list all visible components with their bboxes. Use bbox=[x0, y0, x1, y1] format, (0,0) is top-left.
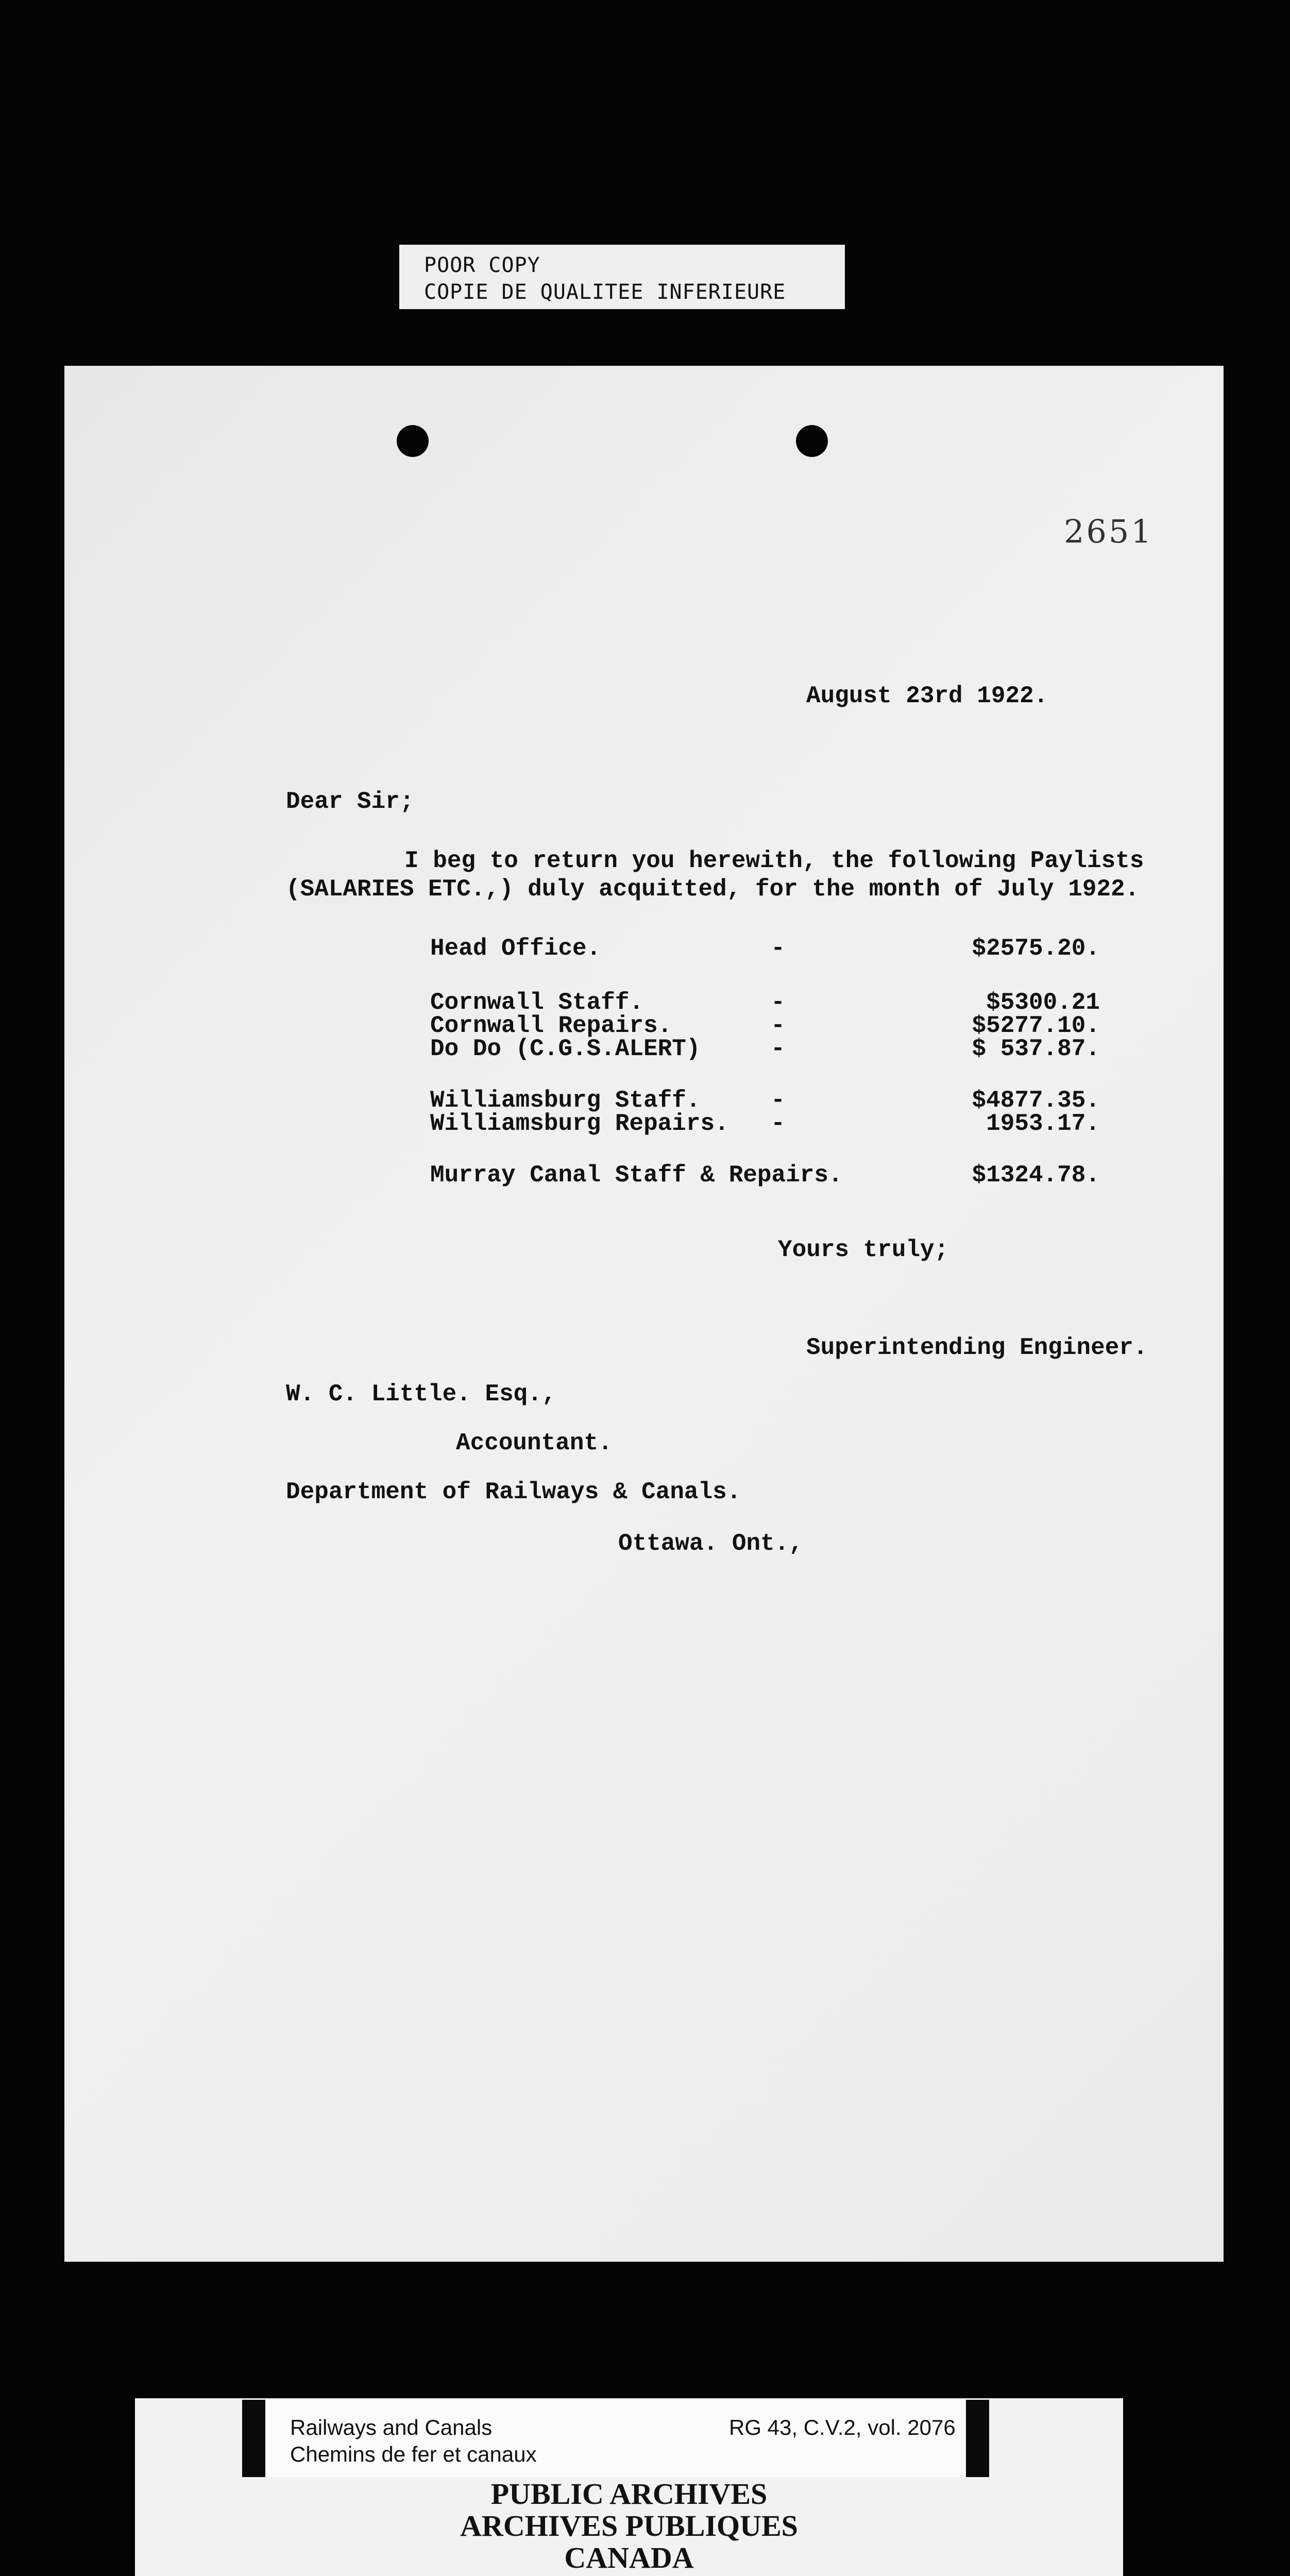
paylist-amount: $2575.20. bbox=[972, 935, 1100, 962]
punch-hole-left bbox=[397, 425, 429, 457]
archive-name-en: PUBLIC ARCHIVES bbox=[490, 2477, 768, 2511]
paylist-amount: $5300.21 bbox=[986, 989, 1100, 1016]
paylist-label: Do Do (C.G.S.ALERT) bbox=[430, 1036, 701, 1062]
salutation: Dear Sir; bbox=[286, 788, 414, 815]
paylist-label: Williamsburg Repairs. bbox=[430, 1110, 729, 1137]
paylist-dash: - bbox=[771, 1087, 785, 1114]
paylist-amount: $4877.35. bbox=[972, 1087, 1100, 1114]
punch-hole-right bbox=[796, 425, 828, 457]
archive-name bbox=[135, 2478, 1123, 2574]
paylist-amount: 1953.17. bbox=[986, 1110, 1100, 1137]
paylist-label: Cornwall Staff. bbox=[430, 989, 644, 1016]
addressee-name: W. C. Little. Esq., bbox=[286, 1381, 556, 1408]
letter-page bbox=[64, 366, 1224, 2262]
addressee-department: Department of Railways & Canals. bbox=[286, 1479, 741, 1505]
poor-copy-line-en: POOR COPY bbox=[424, 253, 540, 277]
body-line-1: I beg to return you herewith, the following Paylists bbox=[404, 848, 1144, 874]
folio-number: 2651 bbox=[1064, 513, 1153, 550]
paylist-dash: - bbox=[771, 1110, 785, 1137]
body-line-2: (SALARIES ETC.,) duly acquitted, for the month of July 1922. bbox=[286, 876, 1140, 903]
paylist-label: Murray Canal Staff & Repairs. bbox=[430, 1162, 843, 1189]
paylist-amount: $1324.78. bbox=[972, 1162, 1100, 1189]
paylist-dash: - bbox=[771, 935, 785, 962]
poor-copy-stamp bbox=[399, 245, 845, 309]
letter-date: August 23rd 1922. bbox=[806, 683, 1048, 709]
reference-number: RG 43, C.V.2, vol. 2076 bbox=[729, 2415, 956, 2439]
fonds-name bbox=[290, 2414, 537, 2468]
paylist-label: Head Office. bbox=[430, 935, 601, 962]
paylist-dash: - bbox=[771, 989, 785, 1016]
fonds-name-en: Railways and Canals bbox=[290, 2415, 493, 2439]
signature-title: Superintending Engineer. bbox=[806, 1334, 1148, 1361]
paylist-amount: $ 537.87. bbox=[972, 1036, 1100, 1062]
poor-copy-line-fr: COPIE DE QUALITEE INFERIEURE bbox=[424, 280, 786, 304]
paylist-amount: $5277.10. bbox=[972, 1012, 1100, 1039]
paylist-label: Williamsburg Staff. bbox=[430, 1087, 701, 1114]
paylist-dash: - bbox=[771, 1036, 785, 1062]
paylist-dash: - bbox=[771, 1012, 785, 1039]
archive-reference-label bbox=[242, 2400, 989, 2477]
fonds-name-fr: Chemins de fer et canaux bbox=[290, 2442, 537, 2466]
archive-name-fr: ARCHIVES PUBLIQUES bbox=[460, 2509, 798, 2543]
addressee-city: Ottawa. Ont., bbox=[618, 1530, 803, 1557]
archive-country: CANADA bbox=[564, 2541, 694, 2574]
closing: Yours truly; bbox=[778, 1236, 949, 1263]
paylist-label: Cornwall Repairs. bbox=[430, 1012, 672, 1039]
addressee-title: Accountant. bbox=[456, 1430, 613, 1456]
